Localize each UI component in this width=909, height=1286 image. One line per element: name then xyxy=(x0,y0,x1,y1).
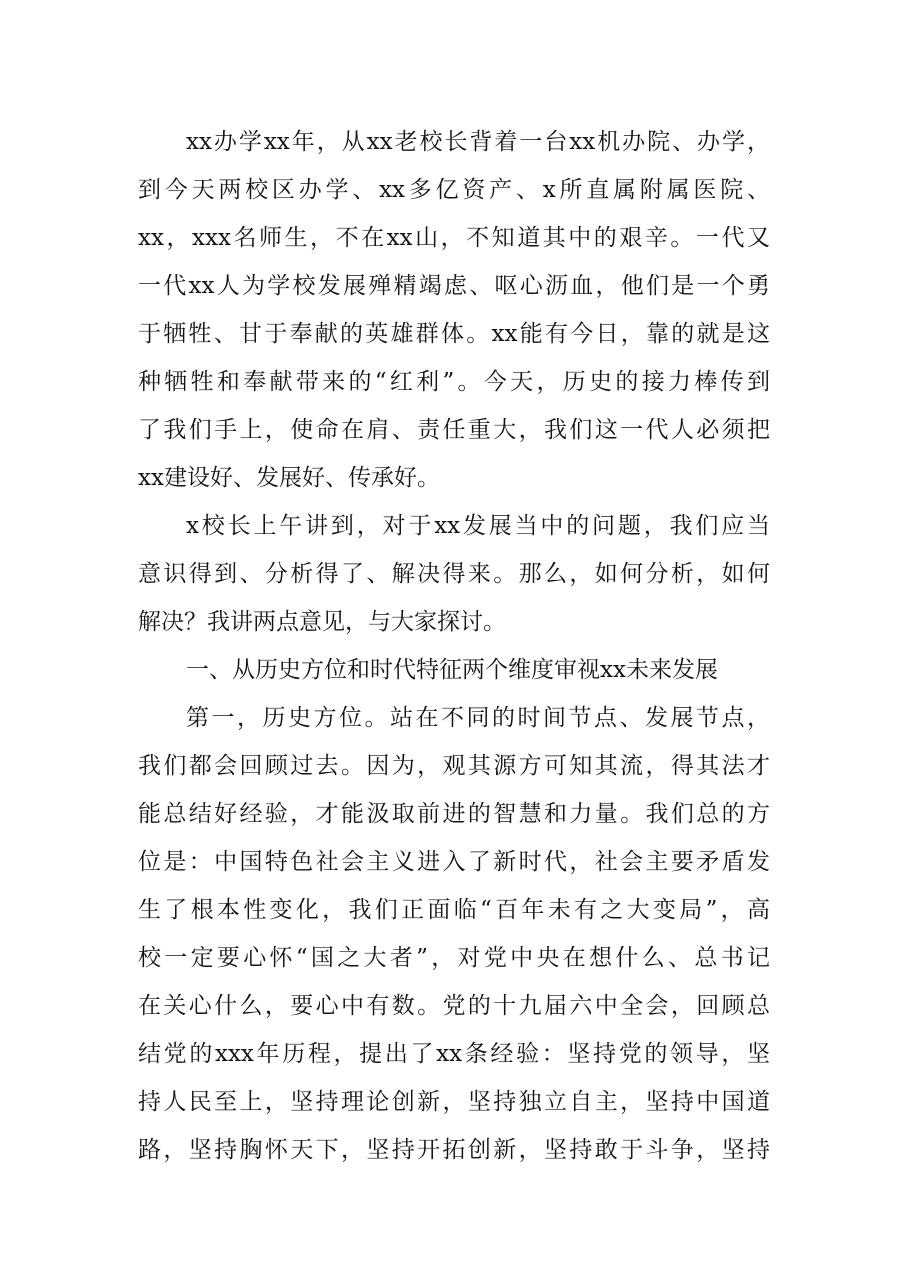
paragraph-line: 结党的xxx年历程，提出了xx条经验：坚持党的领导，坚 xyxy=(138,1041,770,1067)
paragraph-line: xx，xxx名师生，不在xx山，不知道其中的艰辛。一代又 xyxy=(138,225,770,251)
paragraph-line: 在关心什么，要心中有数。党的十九届六中全会，回顾总 xyxy=(138,993,770,1019)
paragraph-line: 位是：中国特色社会主义进入了新时代，社会主要矛盾发 xyxy=(138,849,770,875)
paragraph-line: 种牺牲和奉献带来的“红利”。今天，历史的接力棒传到 xyxy=(138,369,770,395)
paragraph-line: 到今天两校区办学、xx多亿资产、x所直属附属医院、 xyxy=(138,177,770,203)
paragraph-line: 了我们手上，使命在肩、责任重大，我们这一代人必须把 xyxy=(138,417,770,443)
paragraph-line: 意识得到、分析得了、解决得来。那么，如何分析，如何 xyxy=(138,561,770,587)
paragraph-line: xx建设好、发展好、传承好。 xyxy=(138,465,440,491)
paragraph-line: xx办学xx年，从xx老校长背着一台xx机办院、办学， xyxy=(186,129,770,155)
paragraph-line: 能总结好经验，才能汲取前进的智慧和力量。我们总的方 xyxy=(138,801,770,827)
paragraph-line: 一代xx人为学校发展殚精竭虑、呕心沥血，他们是一个勇 xyxy=(138,273,770,299)
paragraph-line: 持人民至上，坚持理论创新，坚持独立自主，坚持中国道 xyxy=(138,1089,770,1115)
paragraph-line: 路，坚持胸怀天下，坚持开拓创新，坚持敢于斗争，坚持 xyxy=(138,1137,770,1163)
section-heading: 一、从历史方位和时代特征两个维度审视xx未来发展 xyxy=(186,657,718,683)
paragraph-line: 我们都会回顾过去。因为，观其源方可知其流，得其法才 xyxy=(138,753,770,779)
paragraph-line: 第一，历史方位。站在不同的时间节点、发展节点， xyxy=(186,705,770,731)
paragraph-line: x校长上午讲到，对于xx发展当中的问题，我们应当 xyxy=(186,513,770,539)
paragraph-line: 校一定要心怀“国之大者”，对党中央在想什么、总书记 xyxy=(138,945,770,971)
paragraph-line: 于牺牲、甘于奉献的英雄群体。xx能有今日，靠的就是这 xyxy=(138,321,770,347)
paragraph-line: 解决？我讲两点意见，与大家探讨。 xyxy=(138,609,506,635)
paragraph-line: 生了根本性变化，我们正面临“百年未有之大变局”，高 xyxy=(138,897,770,923)
